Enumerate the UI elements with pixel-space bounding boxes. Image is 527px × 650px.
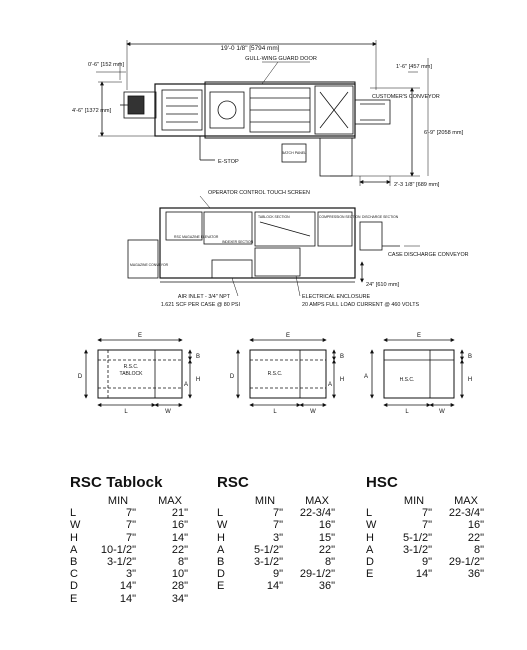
max-cell: 14" — [171, 531, 188, 544]
max-cell: 8" — [177, 556, 188, 569]
max-cell: 22" — [171, 543, 188, 556]
box2-dim-h: H — [339, 377, 345, 383]
header-cell — [366, 495, 388, 507]
table-grid — [217, 495, 343, 593]
max-cell: 36" — [467, 568, 484, 581]
min-cell: 3-1/2" — [107, 556, 136, 569]
elevation-height-label: 24" [610 mm] — [366, 282, 400, 288]
magazine-conveyor-label: MAGAZINE CONVEYOR — [130, 263, 169, 267]
max-cell: 21" — [171, 507, 188, 520]
row-label: W — [366, 519, 377, 532]
max-cell: 22-3/4" — [448, 507, 484, 520]
row-label: H — [366, 531, 374, 544]
header-cell: MAX — [454, 495, 478, 507]
max-cell: 29-1/2" — [299, 568, 335, 581]
box3-dim-w: W — [439, 409, 445, 415]
box3-dim-b: B — [467, 354, 473, 360]
row-label: D — [217, 568, 225, 581]
max-cell: 10" — [171, 568, 188, 581]
box1-dim-w: W — [165, 409, 171, 415]
table-hsc — [366, 474, 492, 580]
min-cell: 14" — [415, 568, 432, 581]
table-rsc — [217, 474, 343, 593]
header-cell — [217, 495, 239, 507]
header-cell: MIN — [254, 495, 276, 507]
batch-panel-label: BATCH PANEL — [281, 151, 307, 155]
min-cell: 7" — [125, 519, 136, 532]
overall-length-label: 19'-0 1/8" [5794 mm] — [220, 45, 280, 52]
min-cell: 14" — [119, 580, 136, 593]
max-cell: 8" — [473, 543, 484, 556]
max-cell: 22-3/4" — [299, 507, 335, 520]
max-cell: 16" — [318, 519, 335, 532]
box1-dim-b: B — [195, 354, 201, 360]
row-label: C — [70, 568, 78, 581]
min-cell: 7" — [125, 507, 136, 520]
box3-label: H.S.C. — [399, 377, 415, 383]
min-cell: 7" — [421, 507, 432, 520]
bottom-right-offset-label: 2'-3 1/8" [689 mm] — [394, 182, 440, 188]
table-title: HSC — [366, 474, 398, 491]
table-grid — [366, 495, 492, 580]
air-inlet-line2: 1.621 SCF PER CASE @ 80 PSI — [160, 302, 240, 308]
max-cell: 29-1/2" — [448, 556, 484, 569]
min-cell: 3" — [125, 568, 136, 581]
box2-dim-b: B — [339, 354, 345, 360]
box1-dim-a: A — [183, 382, 189, 388]
min-cell: 14" — [119, 592, 136, 605]
max-cell: 16" — [467, 519, 484, 532]
customers-conveyor-label: CUSTOMER'S CONVEYOR — [372, 94, 440, 100]
box2-dim-a: A — [327, 382, 333, 388]
min-cell: 9" — [421, 556, 432, 569]
row-label: E — [217, 580, 225, 593]
box1-label-line1: R.S.C. — [123, 364, 139, 370]
box-diagram-rsc — [238, 340, 334, 405]
max-cell: 34" — [171, 592, 188, 605]
box2-dim-w: W — [310, 409, 316, 415]
min-cell: 3-1/2" — [403, 543, 432, 556]
max-cell: 22" — [318, 543, 335, 556]
magazine-label: RSC MAGAZINE ELEVATOR — [174, 235, 219, 239]
min-cell: 7" — [421, 519, 432, 532]
max-cell: 36" — [318, 580, 335, 593]
row-label: L — [217, 507, 224, 520]
section-b-label: COMPRESSION SECTION — [319, 215, 361, 219]
row-label: W — [217, 519, 228, 532]
min-cell: 9" — [272, 568, 283, 581]
section-a-label: TABLOCK SECTION — [258, 215, 290, 219]
left-height-label: 4'-6" [1372 mm] — [72, 108, 112, 114]
row-label: D — [70, 580, 78, 593]
row-label: E — [366, 568, 374, 581]
box1-label-line2: TABLOCK — [119, 371, 143, 377]
estop-label: E-STOP — [218, 159, 239, 165]
min-cell: 3-1/2" — [254, 556, 283, 569]
elevation-view — [128, 196, 420, 296]
min-cell: 10-1/2" — [100, 543, 136, 556]
table-grid — [70, 495, 196, 605]
top-offset-label: 0'-6" [152 mm] — [88, 62, 125, 68]
box3-dim-l: L — [405, 409, 409, 415]
box2-dim-d: D — [229, 374, 235, 380]
row-label: B — [217, 556, 225, 569]
box1-dim-h: H — [195, 377, 201, 383]
row-label: L — [366, 507, 373, 520]
case-discharge-label: CASE DISCHARGE CONVEYOR — [388, 252, 469, 258]
min-cell: 3" — [272, 531, 283, 544]
air-inlet-line1: AIR INLET - 3/4" NPT — [177, 294, 230, 300]
max-cell: 15" — [318, 531, 335, 544]
operator-control-label: OPERATOR CONTROL TOUCH SCREEN — [208, 190, 310, 196]
min-cell: 7" — [125, 531, 136, 544]
box2-dim-e: E — [285, 333, 291, 339]
box2-label: R.S.C. — [267, 371, 283, 377]
box2-dim-l: L — [273, 409, 277, 415]
header-cell: MAX — [305, 495, 329, 507]
header-cell — [70, 495, 92, 507]
box-diagram-hsc — [372, 340, 462, 405]
min-cell: 7" — [272, 507, 283, 520]
guard-door-label: GULL-WING GUARD DOOR — [245, 56, 317, 62]
table-title: RSC — [217, 474, 249, 491]
row-label: H — [217, 531, 225, 544]
max-cell: 8" — [324, 556, 335, 569]
box1-dim-d: D — [77, 374, 83, 380]
min-cell: 14" — [266, 580, 283, 593]
row-label: H — [70, 531, 78, 544]
box3-dim-h: H — [467, 377, 473, 383]
header-cell: MIN — [403, 495, 425, 507]
row-label: A — [217, 543, 225, 556]
min-cell: 5-1/2" — [254, 543, 283, 556]
row-label: D — [366, 556, 374, 569]
row-label: W — [70, 519, 81, 532]
indexer-section-label: INDEXER SECTION — [222, 240, 254, 244]
row-label: E — [70, 592, 78, 605]
header-cell: MIN — [107, 495, 129, 507]
row-label: B — [70, 556, 78, 569]
right-height-label: 6'-9" [2058 mm] — [424, 130, 464, 136]
row-label: A — [366, 543, 374, 556]
table-rsc-tablock — [70, 474, 196, 605]
box3-dim-e: E — [416, 333, 422, 339]
electrical-line2: 20 AMPS FULL LOAD CURRENT @ 460 VOLTS — [302, 302, 420, 308]
header-cell: MAX — [158, 495, 182, 507]
min-cell: 5-1/2" — [403, 531, 432, 544]
box1-dim-e: E — [137, 333, 143, 339]
max-cell: 22" — [467, 531, 484, 544]
row-label: L — [70, 507, 77, 520]
table-title: RSC Tablock — [70, 474, 163, 491]
section-c-label: DISCHARGE SECTION — [362, 215, 399, 219]
row-label: A — [70, 543, 78, 556]
max-cell: 16" — [171, 519, 188, 532]
electrical-line1: ELECTRICAL ENCLOSURE — [302, 294, 371, 300]
max-cell: 28" — [171, 580, 188, 593]
right-top-offset-label: 1'-6" [457 mm] — [396, 64, 433, 70]
box1-dim-l: L — [124, 409, 128, 415]
min-cell: 7" — [272, 519, 283, 532]
box3-dim-a: A — [363, 374, 369, 380]
